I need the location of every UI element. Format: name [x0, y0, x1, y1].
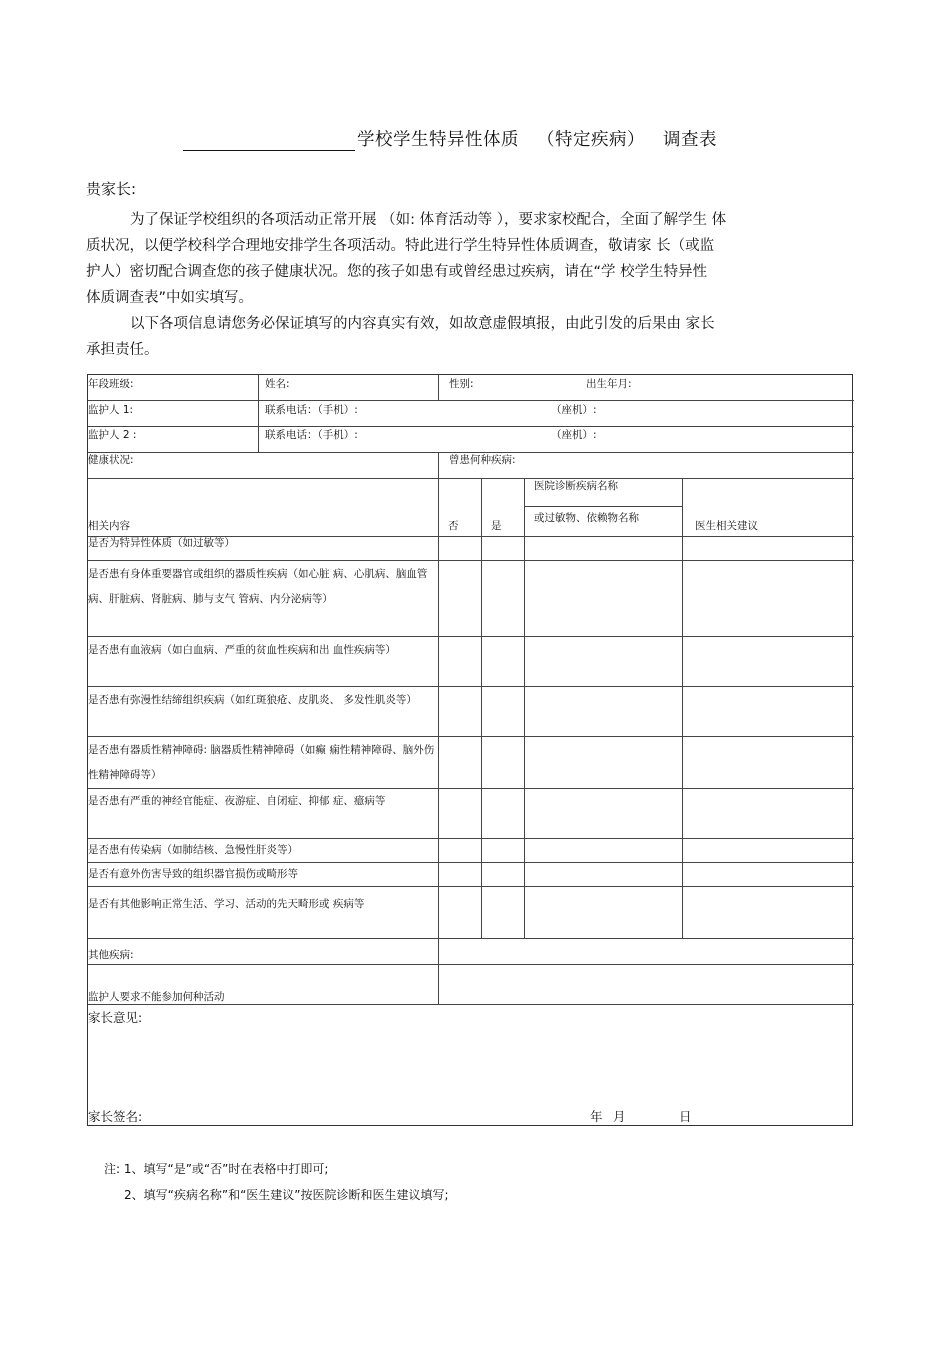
other-disease-label: 其他疾病: [88, 949, 134, 961]
item-neurosis: 是否患有严重的神经官能症、夜游症、自闭症、抑郁 症、癔病等 [88, 795, 386, 807]
intro-paragraph-1 [86, 207, 856, 311]
col-content-header: 相关内容 [88, 520, 130, 532]
intro-line: 体质调查表”中如实填写。 [86, 290, 254, 306]
item-mental-disorder: 是否患有器质性精神障碍: 脑器质性精神障碍（如癫 痫性精神障碍、脑外伤性精神障碍等） [88, 744, 435, 781]
intro-paragraph-2 [86, 311, 856, 363]
intro-line: 护人）密切配合调查您的孩子健康状况。您的孩子如患有或曾经患过疾病，请在“学 校学生特异性 [86, 264, 708, 280]
guardian1-label: 监护人 1: [88, 404, 134, 416]
intro-line: 以下各项信息请您务必保证填写的内容真实有效，如故意虚假填报，由此引发的后果由 家长 [130, 316, 715, 332]
guardian2-mobile-label: 联系电话：（手机）: [265, 429, 358, 441]
intro-line: 为了保证学校组织的各项活动正常开展 （如: 体育活动等 ），要求家校配合，全面了解学生 体 [130, 212, 727, 228]
intro-line: 质状况，以便学校科学合理地安排学生各项活动。特此进行学生特异性体质调查，敬请家 长（或监 [86, 238, 715, 254]
col-advice-header: 医生相关建议 [695, 520, 758, 532]
col-yes-header: 是 [491, 520, 502, 532]
date-month: 月 [613, 1109, 626, 1124]
item-organ-disease: 是否患有身体重要器官或组织的器质性疾病（如心脏 病、心肌病、脑血管病、肝脏病、肾脏病、肺与支气 管病、内分泌病等） [88, 568, 428, 605]
item-connective-tissue: 是否患有弥漫性结缔组织疾病（如红斑狼疮、皮肌炎、 多发性肌炎等） [88, 694, 417, 706]
item-injury: 是否有意外伤害导致的组织器官损伤或畸形等 [88, 868, 298, 880]
page-title [183, 126, 717, 151]
col-diagnosis-header: 医院诊断疾病名称 [534, 480, 618, 492]
date-year: 年 [590, 1109, 603, 1124]
birth-label: 出生年月: [586, 378, 632, 390]
item-special-constitution: 是否为特异性体质（如过敏等） [88, 537, 235, 549]
name-label: 姓名: [265, 378, 290, 390]
col-allergen-header: 或过敏物、依赖物名称 [534, 512, 639, 524]
intro-line: 承担责任。 [86, 342, 159, 358]
guardian2-label: 监护人 2 : [88, 429, 137, 441]
survey-form [87, 374, 853, 1126]
item-blood-disease: 是否患有血液病（如白血病、严重的贫血性疾病和出 血性疾病等） [88, 644, 396, 656]
guardian2-landline-label: （座机）: [551, 429, 597, 441]
salutation: 贵家长: [86, 180, 137, 198]
past-disease-label: 曾患何种疾病: [449, 454, 516, 466]
parent-opinion-label: 家长意见: [88, 1010, 143, 1025]
health-label: 健康状况: [88, 454, 134, 466]
item-congenital: 是否有其他影响正常生活、学习、活动的先天畸形或 疾病等 [88, 898, 365, 910]
title-part3: 调查表 [663, 130, 717, 150]
school-name-blank[interactable] [183, 133, 355, 151]
guardian1-landline-label: （座机）: [551, 404, 597, 416]
restriction-label: 监护人要求不能参加何种活动 [88, 991, 225, 1003]
col-no-header: 否 [448, 520, 459, 532]
title-part1: 学校学生特异性体质 [357, 130, 519, 150]
date-day: 日 [679, 1109, 692, 1124]
grade-class-label: 年段班级: [88, 378, 134, 390]
gender-label: 性别: [449, 378, 474, 390]
item-infectious-disease: 是否患有传染病（如肺结核、急慢性肝炎等） [88, 844, 298, 856]
title-part2: （特定疾病） [537, 130, 645, 150]
guardian1-mobile-label: 联系电话：（手机）: [265, 404, 358, 416]
parent-signature-label: 家长签名: [88, 1109, 143, 1124]
note-2: 2、填写“疾病名称”和“医生建议”按医院诊断和医生建议填写; [124, 1188, 449, 1202]
note-1: 注: 1、填写“是”或“否”时在表格中打即可; [104, 1162, 329, 1176]
